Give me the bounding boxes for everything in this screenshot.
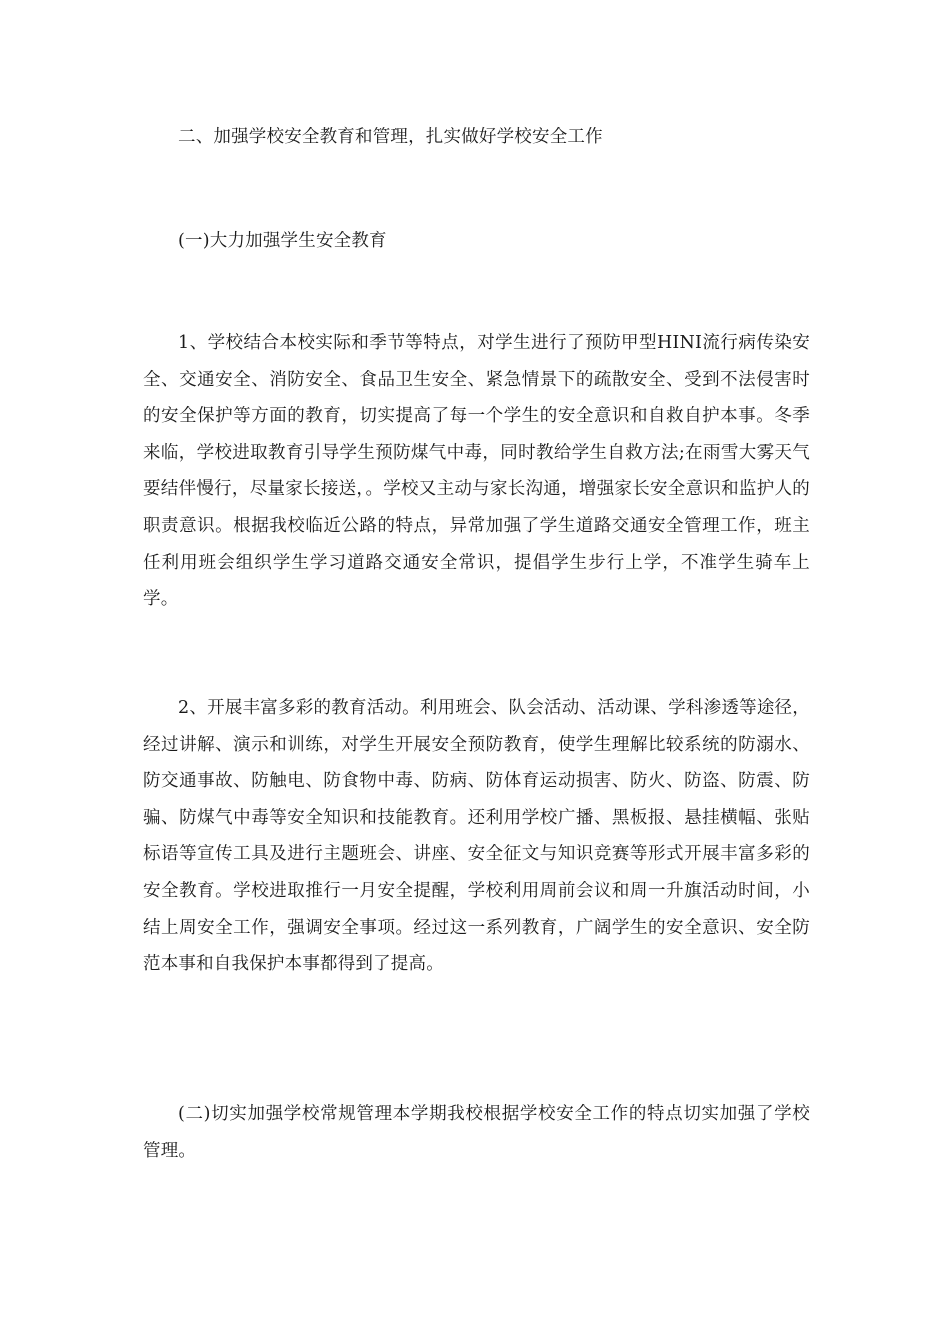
subsection-heading-1: (一)大力加强学生安全教育 bbox=[178, 231, 387, 251]
paragraph-item-2: 2、开展丰富多彩的教育活动。利用班会、队会活动、活动课、学科渗透等途径，经过讲解、演示和训练，对学生开展安全预防教育，使学生理解比较系统的防溺水、防交通事故、防触电、防食物中毒、防病、防体育运动损害、防火、防盗、防震、防骗、防煤气中毒等安全知识和技能教育。还利用学校广播、黑板报、悬挂横幅、张贴标语等宣传工具及进行主题班会、讲座、安全征文与知识竞赛等形式开展丰富多彩的安全教育。学校进取推行一月安全提醒，学校利用周前会议和周一升旗活动时间，小结上周安全工作，强调安全事项。经过这一系列教育，广阔学生的安全意识、安全防范本事和自我保护本事都得到了提高。 bbox=[143, 698, 810, 975]
section-heading: 二、加强学校安全教育和管理，扎实做好学校安全工作 bbox=[178, 127, 603, 147]
paragraph-item-1: 1、学校结合本校实际和季节等特点，对学生进行了预防甲型HINI流行病传染安全、交通安全、消防安全、食品卫生安全、紧急情景下的疏散安全、受到不法侵害时的安全保护等方面的教育，切实提高了每一个学生的安全意识和自救自护本事。冬季来临，学校进取教育引导学生预防煤气中毒，同时教给学生自救方法;在雨雪大雾天气要结伴慢行，尽量家长接送，。学校又主动与家长沟通，增强家长安全意识和监护人的职责意识。根据我校临近公路的特点，异常加强了学生道路交通安全管理工作，班主任利用班会组织学生学习道路交通安全常识，提倡学生步行上学，不准学生骑车上学。 bbox=[143, 333, 810, 610]
subsection-paragraph-2: (二)切实加强学校常规管理本学期我校根据学校安全工作的特点切实加强了学校管理。 bbox=[143, 1104, 810, 1161]
